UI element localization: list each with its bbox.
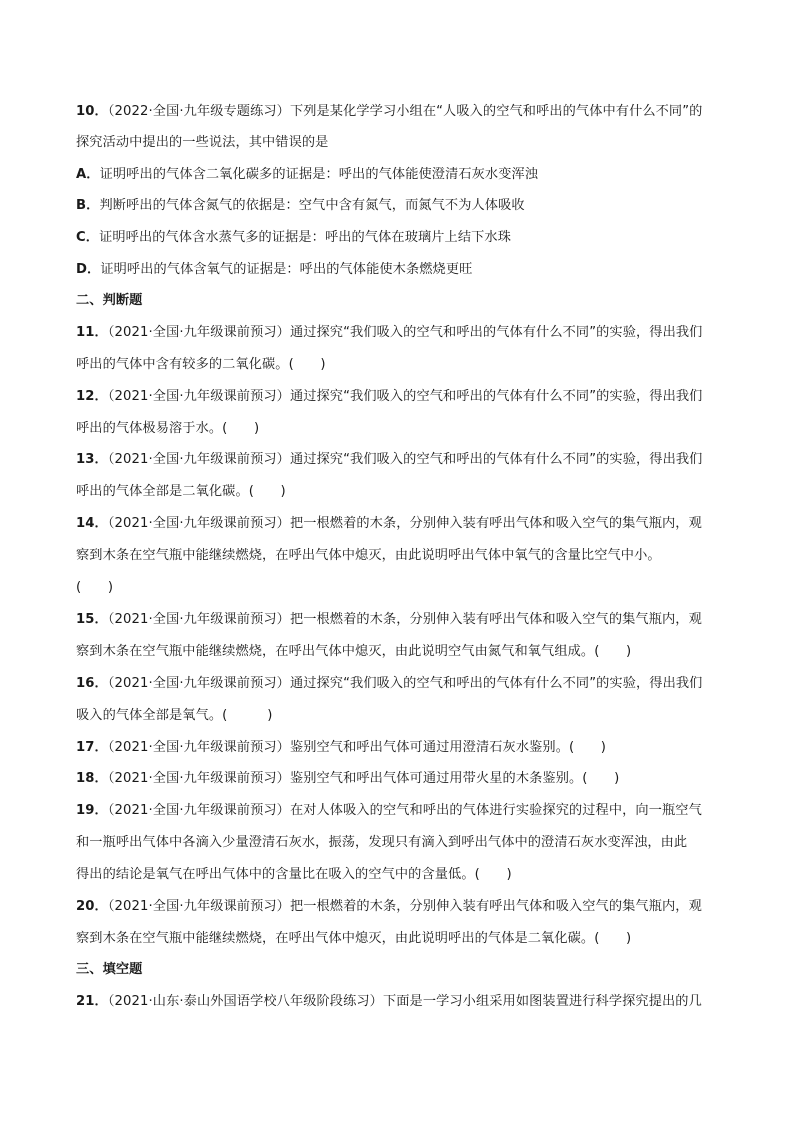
option-a-letter: A．: [76, 167, 100, 182]
option-c-text: 证明呼出的气体含水蒸气多的证据是：呼出的气体在玻璃片上结下水珠: [99, 230, 511, 245]
option-a-text: 证明呼出的气体含二氧化碳多的证据是：呼出的气体能使澄清石灰水变浑浊: [99, 167, 539, 182]
question-10-line-1: [76, 103, 702, 121]
question-10-option-b: [76, 197, 525, 215]
option-b-text: 判断呼出的气体含氮气的依据是：空气中含有氮气，而氮气不为人体吸收: [99, 198, 525, 213]
question-17-number: 17．: [76, 740, 108, 755]
question-12-text: （2021·全国·九年级课前预习）通过探究“我们吸入的空气和呼出的气体有什么不同”的实验，得出我们: [107, 389, 703, 404]
question-20-number: 20．: [76, 899, 108, 914]
question-11-line-1: [76, 324, 702, 342]
question-18-text: （2021·全国·九年级课前预习）鉴别空气和呼出气体可通过用带火星的木条鉴别。( ): [107, 771, 620, 786]
question-21-text: （2021·山东·泰山外国语学校八年级阶段练习）下面是一学习小组采用如图装置进行科学探究提出的几: [107, 994, 702, 1009]
question-10-option-d: [76, 261, 472, 279]
question-20-line-2: 察到木条在空气瓶中能继续燃烧，在呼出气体中熄灭，由此说明呼出的气体是二氧化碳。( ): [76, 931, 632, 946]
question-16-line-2: 吸入的气体全部是氧气。( ): [76, 708, 273, 723]
question-14-text: （2021·全国·九年级课前预习）把一根燃着的木条，分别伸入装有呼出气体和吸入空气的集气瓶内，观: [107, 516, 702, 531]
question-11-line-2: 呼出的气体中含有较多的二氧化碳。( ): [76, 357, 326, 372]
question-12-line-2: 呼出的气体极易溶于水。( ): [76, 421, 260, 436]
question-19-text: （2021·全国·九年级课前预习）在对人体吸入的空气和呼出的气体进行实验探究的过程中，向一瓶空气: [107, 803, 702, 818]
section-heading-fill-blank: 三、填空题: [76, 962, 143, 977]
question-10-option-c: [76, 229, 511, 247]
question-14-line-3: ( ): [76, 580, 114, 595]
question-19-line-3: 得出的结论是氧气在呼出气体中的含量比在吸入的空气中的含量低。( ): [76, 867, 512, 882]
question-11-number: 11．: [76, 325, 108, 340]
section-heading-judgment: 二、判断题: [76, 293, 143, 308]
question-16-number: 16．: [76, 676, 108, 691]
question-19-number: 19．: [76, 803, 108, 818]
question-10-number: 10．: [76, 104, 108, 119]
question-13-line-1: [76, 451, 702, 469]
option-d-text: 证明呼出的气体含氧气的证据是：呼出的气体能使木条燃烧更旺: [100, 262, 473, 277]
question-13-text: （2021·全国·九年级课前预习）通过探究“我们吸入的空气和呼出的气体有什么不同”的实验，得出我们: [107, 452, 703, 467]
question-15-number: 15．: [76, 612, 108, 627]
question-14-line-2: 察到木条在空气瓶中能继续燃烧，在呼出气体中熄灭，由此说明呼出气体中氧气的含量比空气中小。: [76, 548, 661, 563]
option-b-letter: B．: [76, 198, 100, 213]
question-18-number: 18．: [76, 771, 108, 786]
question-17-line-1: [76, 739, 606, 757]
option-d-letter: D．: [76, 262, 101, 277]
question-20-line-1: [76, 898, 702, 916]
question-14-number: 14．: [76, 516, 108, 531]
question-15-text: （2021·全国·九年级课前预习）把一根燃着的木条，分别伸入装有呼出气体和吸入空气的集气瓶内，观: [107, 612, 702, 627]
question-16-text: （2021·全国·九年级课前预习）通过探究“我们吸入的空气和呼出的气体有什么不同”的实验，得出我们: [107, 676, 703, 691]
question-17-text: （2021·全国·九年级课前预习）鉴别空气和呼出气体可通过用澄清石灰水鉴别。( ): [107, 740, 607, 755]
question-10-line-2: 探究活动中提出的一些说法，其中错误的是: [76, 135, 329, 150]
question-13-line-2: 呼出的气体全部是二氧化碳。( ): [76, 484, 286, 499]
question-10-option-a: [76, 166, 538, 184]
question-19-line-1: [76, 802, 702, 820]
question-18-line-1: [76, 770, 619, 788]
question-21-number: 21．: [76, 994, 108, 1009]
question-21-line-1: [76, 993, 702, 1011]
question-16-line-1: [76, 675, 702, 693]
question-14-line-1: [76, 515, 702, 533]
question-12-number: 12．: [76, 389, 108, 404]
question-10-text: （2022·全国·九年级专题练习）下列是某化学学习小组在“人吸入的空气和呼出的气体中有什么不同”的: [107, 104, 703, 119]
option-c-letter: C．: [76, 230, 100, 245]
question-15-line-2: 察到木条在空气瓶中能继续燃烧，在呼出气体中熄灭，由此说明空气由氮气和氧气组成。( ): [76, 644, 632, 659]
question-15-line-1: [76, 611, 702, 629]
question-20-text: （2021·全国·九年级课前预习）把一根燃着的木条，分别伸入装有呼出气体和吸入空气的集气瓶内，观: [107, 899, 702, 914]
question-19-line-2: 和一瓶呼出气体中各滴入少量澄清石灰水，振荡，发现只有滴入到呼出气体中的澄清石灰水变浑浊，由此: [76, 835, 688, 850]
question-13-number: 13．: [76, 452, 108, 467]
question-12-line-1: [76, 388, 702, 406]
question-11-text: （2021·全国·九年级课前预习）通过探究“我们吸入的空气和呼出的气体有什么不同”的实验，得出我们: [107, 325, 703, 340]
